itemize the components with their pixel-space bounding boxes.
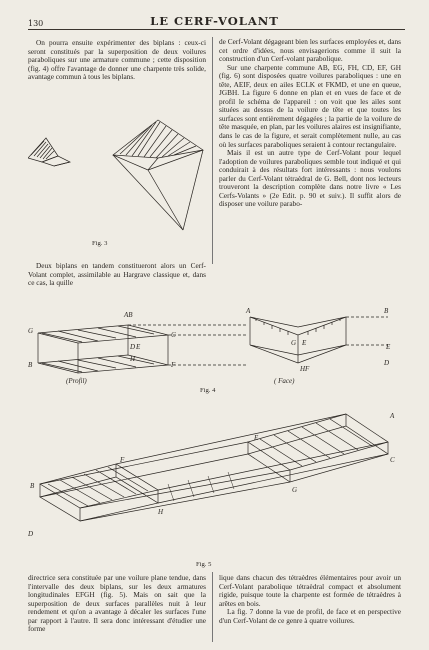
fig4-label-C: C	[171, 331, 176, 339]
figure-3-caption: Fig. 3	[92, 240, 108, 247]
paragraph: directrice sera constituée par une voilure plane tendue, dans l'intervalle des deux biplans, sur les deux armatures longitudinales EFGH (fig. 5). Mais on sait que la superposition de deux surfaces parallèles nuit à leur rendement et qu'on a avantage à décaler les surfaces l'une par rapport à l'autre. Il sera donc intéressant d'étudier une forme	[28, 573, 206, 634]
fig4-label-A: A	[246, 307, 251, 315]
fig4-profile-label: (Profil)	[66, 377, 87, 385]
fig4-label-H: H	[130, 355, 136, 363]
figure-5-caption: Fig. 5	[196, 561, 212, 568]
fig4-label-E: E	[136, 343, 141, 351]
right-column-bottom	[219, 574, 401, 625]
paragraph: Sur une charpente commune AB, EG, FH, CD, EF, GH (fig. 6) sont disposées quatre voilures paraboliques : une en tête, AEIF, deux en ailes ECLK et FKMD, et une en queue, JGBH. La figure 6 donne en plan et en vues de face et de profil le schéma de l'appareil : on voit que les ailes sont situées au dessus de la voilure de tête et que toutes les surfaces sont entièrement dégagées ; la partie de la voilure de tête masquée, en plan, par les voilures alaires est insignifiante, dans le cas de la figure, et serait complètement nulle, au cas où les surfaces paraboliques seraient à contour rectangulaire.	[219, 62, 401, 149]
fig5-label-A: A	[390, 412, 395, 420]
page-number: 130	[28, 19, 44, 28]
fig5-label-H: H	[158, 508, 164, 516]
figure-4-caption: Fig. 4	[200, 387, 216, 394]
figure-3	[28, 110, 208, 250]
paragraph: Mais il est un autre type de Cerf-Volant pour lequel l'adoption de voilures paraboliques semble tout indiqué et qui conduirait à des résultats fort intéressants : nous voulons parler du Cerf-Volant tétraèdral de G. Bell, dont nos lecteurs trouveront la description complète dans notre livre « Les Cerfs-Volants » (2e Edit. p. 90 et suiv.). Il suffit alors de disposer une voilure parabo-	[219, 148, 401, 209]
paragraph: de Cerf-Volant dégageant bien les surfaces employées et, dans cet ordre d'idées, nous envisagerions comme il suit la construction d'un Cerf-volant parabolique.	[219, 37, 401, 64]
fig4-label-G: G	[28, 327, 34, 335]
fig4-label-D2: D	[384, 359, 390, 367]
fig4-face-label: ( Face)	[274, 377, 295, 385]
fig4-label-F: F	[171, 361, 176, 369]
fig4-label-HF: HF	[300, 365, 310, 373]
header-rule	[28, 29, 405, 30]
fig4-label-E3: E	[386, 343, 391, 351]
fig4-label-G2: G	[291, 339, 297, 347]
fig5-label-G: G	[292, 486, 298, 494]
fig4-label-B: B	[28, 361, 33, 369]
paragraph: La fig. 7 donne la vue de profil, de face et en perspective d'un Cerf-Volant de ce genre à quatre voilures.	[219, 607, 401, 625]
left-column-bottom	[28, 574, 206, 634]
column-divider-bottom	[212, 572, 213, 642]
fig5-label-F: F	[120, 456, 125, 464]
fig5-label-C: C	[390, 456, 395, 464]
fig5-label-D: D	[28, 530, 34, 538]
kite-rear-left	[42, 156, 70, 166]
fig4-label-D: D	[130, 343, 136, 351]
running-title: LE CERF-VOLANT	[150, 14, 279, 28]
figure-4	[28, 305, 408, 387]
paragraph: On pourra ensuite expérimenter des biplans : ceux-ci seront constitués par la superposition de deux voilures paraboliques sur une armature commune ; cette disposition (fig. 4) offre l'avantage de donner une charpente très solide, avantage commun à tous les biplans.	[28, 38, 206, 82]
fig5-label-B: B	[30, 482, 35, 490]
left-column-middle	[28, 262, 206, 288]
kite-hatching-left	[31, 141, 54, 159]
fig4-label-AB: AB	[124, 311, 133, 319]
fig5-label-E: E	[254, 434, 259, 442]
column-divider-top	[212, 37, 213, 264]
paragraph: lique dans chacun des tétraèdres élémentaires pour avoir un Cerf-Volant parabolique tétraèdral compact et absolument rigide, puisque toute la charpente est formée de tétraèdres à arêtes en bois.	[219, 573, 401, 608]
paragraph: Deux biplans en tandem constitueront alors un Cerf-Volant complet, assimilable au Hargrave classique et, dans ce cas, la quille	[28, 261, 206, 288]
fig4-label-E2: E	[302, 339, 307, 347]
left-column-top	[28, 39, 206, 82]
fig5-hatching-rear	[260, 419, 372, 466]
right-column-top	[219, 38, 401, 209]
kite-hatching-right	[120, 122, 196, 158]
fig4-label-B-right: B	[384, 307, 389, 315]
fig5-hatching-front	[48, 467, 148, 506]
figure-5	[28, 402, 408, 547]
